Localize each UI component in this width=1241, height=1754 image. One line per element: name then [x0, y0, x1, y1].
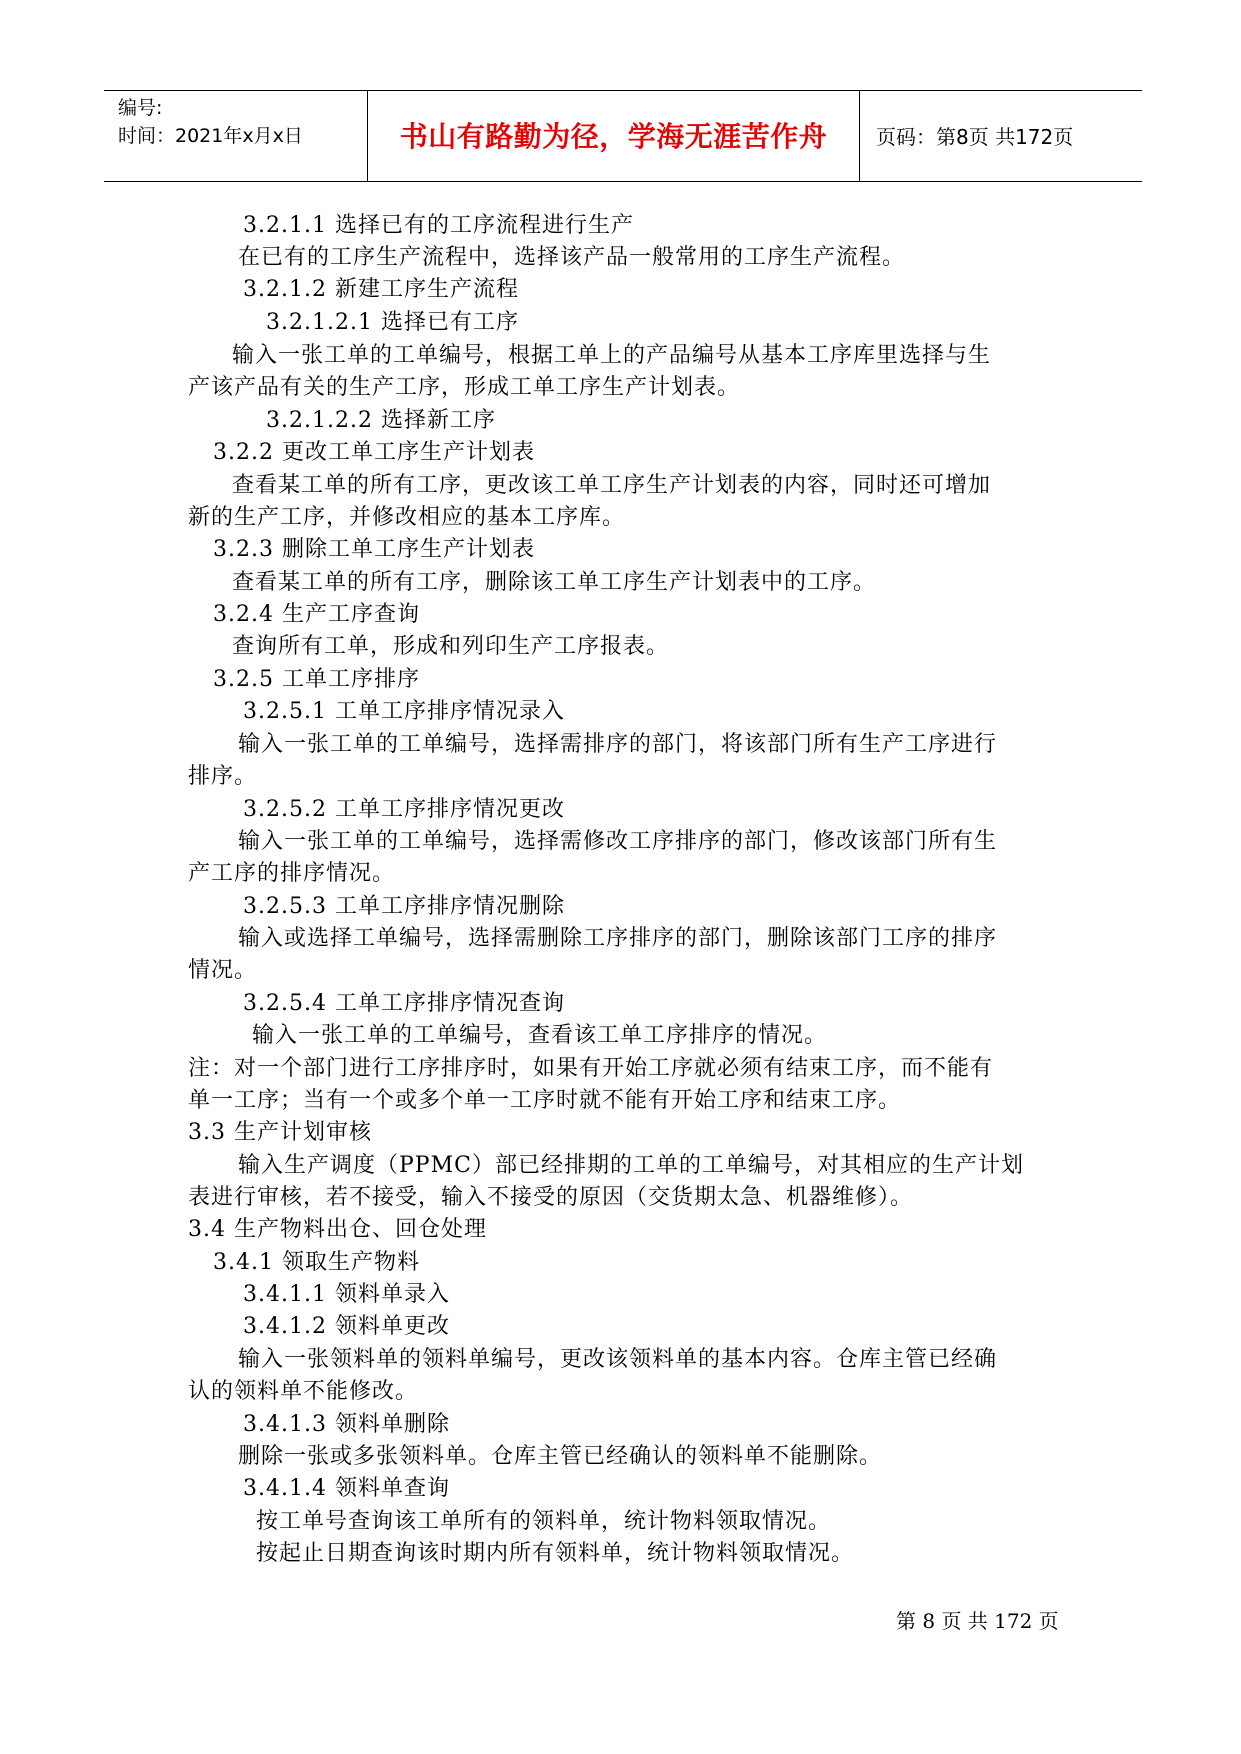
text-line: 在已有的工序生产流程中，选择该产品一般常用的工序生产流程。 — [238, 245, 906, 270]
text-line: 删除一张或多张领料单。仓库主管已经确认的领料单不能删除。 — [238, 1444, 883, 1469]
text-line: 3.2.5.4 工单工序排序情况查询 — [243, 991, 565, 1016]
text-line: 3.2.5.2 工单工序排序情况更改 — [243, 797, 565, 822]
header-info-cell — [104, 91, 368, 181]
text-line: 表进行审核，若不接受，输入不接受的原因（交货期太急、机器维修）。 — [188, 1185, 914, 1210]
page-header — [104, 90, 1142, 182]
text-line: 查看某工单的所有工序，删除该工单工序生产计划表中的工序。 — [232, 570, 877, 595]
text-line: 按工单号查询该工单所有的领料单，统计物料领取情况。 — [256, 1509, 832, 1534]
text-line: 输入一张工单的工单编号，选择需排序的部门，将该部门所有生产工序进行 — [238, 732, 998, 757]
text-line: 3.4.1.3 领料单删除 — [243, 1412, 450, 1437]
text-line: 新的生产工序，并修改相应的基本工序库。 — [188, 505, 626, 530]
text-line: 产该产品有关的生产工序，形成工单工序生产计划表。 — [188, 375, 741, 400]
text-line: 3.4.1 领取生产物料 — [213, 1250, 420, 1275]
header-motto: 书山有路勤为径，学海无涯苦作舟 — [368, 91, 860, 181]
text-line: 查询所有工单，形成和列印生产工序报表。 — [232, 634, 670, 659]
text-line: 3.4.1.4 领料单查询 — [243, 1476, 450, 1501]
text-line: 情况。 — [188, 958, 258, 983]
text-line: 按起止日期查询该时期内所有领料单，统计物料领取情况。 — [256, 1541, 855, 1566]
text-line: 排序。 — [188, 764, 258, 789]
text-line: 注：对一个部门进行工序排序时，如果有开始工序就必须有结束工序，而不能有 — [188, 1056, 994, 1081]
text-line: 输入一张领料单的领料单编号，更改该领料单的基本内容。仓库主管已经确 — [238, 1347, 998, 1372]
text-line: 3.2.2 更改工单工序生产计划表 — [213, 440, 535, 465]
page-footer: 第 8 页 共 172 页 — [896, 1609, 1059, 1633]
time-label: 时间：2021年x月x日 — [118, 125, 303, 147]
text-line: 3.2.1.2 新建工序生产流程 — [243, 277, 519, 302]
text-line: 3.2.1.2.1 选择已有工序 — [266, 310, 519, 335]
text-line: 认的领料单不能修改。 — [188, 1379, 419, 1404]
text-line: 3.2.5 工单工序排序 — [213, 667, 420, 692]
header-page-label: 页码：第8页 共172页 — [876, 125, 1074, 149]
text-line: 3.4.1.1 领料单录入 — [243, 1282, 450, 1307]
text-line: 产工序的排序情况。 — [188, 861, 396, 886]
text-line: 查看某工单的所有工序，更改该工单工序生产计划表的内容，同时还可增加 — [232, 473, 992, 498]
text-line: 3.4.1.2 领料单更改 — [243, 1314, 450, 1339]
text-line: 3.2.3 删除工单工序生产计划表 — [213, 537, 535, 562]
text-line: 输入一张工单的工单编号，查看该工单工序排序的情况。 — [252, 1023, 828, 1048]
number-label: 编号: — [118, 97, 163, 119]
text-line: 3.2.5.3 工单工序排序情况删除 — [243, 894, 565, 919]
text-line: 3.3 生产计划审核 — [188, 1120, 372, 1145]
text-line: 输入生产调度（PPMC）部已经排期的工单的工单编号，对其相应的生产计划 — [238, 1153, 1024, 1178]
text-line: 输入一张工单的工单编号，根据工单上的产品编号从基本工序库里选择与生 — [232, 343, 992, 368]
text-line: 3.2.1.1 选择已有的工序流程进行生产 — [243, 213, 634, 238]
text-line: 输入一张工单的工单编号，选择需修改工序排序的部门，修改该部门所有生 — [238, 829, 998, 854]
text-line: 3.2.5.1 工单工序排序情况录入 — [243, 699, 565, 724]
text-line: 输入或选择工单编号，选择需删除工序排序的部门，删除该部门工序的排序 — [238, 926, 998, 951]
text-line: 3.2.1.2.2 选择新工序 — [266, 408, 496, 433]
text-line: 单一工序；当有一个或多个单一工序时就不能有开始工序和结束工序。 — [188, 1088, 902, 1113]
text-line: 3.2.4 生产工序查询 — [213, 602, 420, 627]
text-line: 3.4 生产物料出仓、回仓处理 — [188, 1217, 487, 1242]
